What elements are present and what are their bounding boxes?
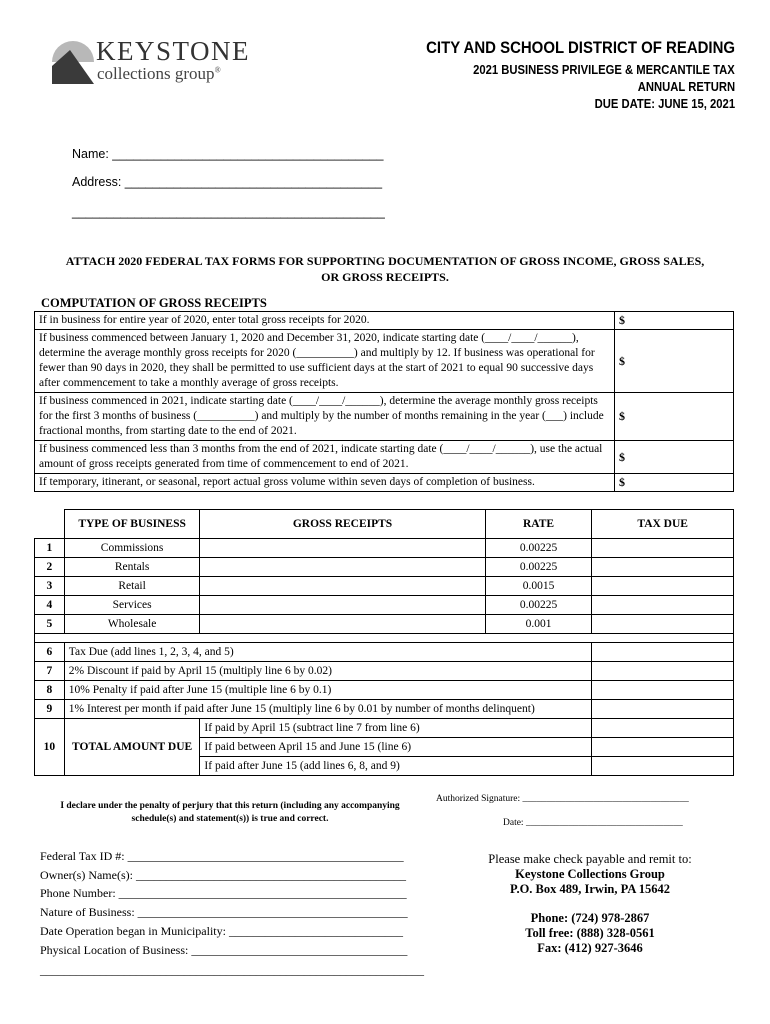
operation-start-date-field[interactable]: Date Operation began in Municipality: _____________________________ xyxy=(40,924,403,938)
gross-receipts-field[interactable] xyxy=(200,577,485,596)
rate-value: 0.00225 xyxy=(485,539,592,558)
header-rate: RATE xyxy=(485,510,592,539)
total-due-field[interactable] xyxy=(592,738,734,757)
total-option: If paid by April 15 (subtract line 7 from line 6) xyxy=(200,719,592,738)
logo-wordmark: KEYSTONE xyxy=(96,36,251,66)
line-number: 9 xyxy=(35,700,65,719)
table-row xyxy=(35,719,734,738)
gross-receipts-field[interactable] xyxy=(200,596,485,615)
amount-field[interactable]: $ xyxy=(615,393,734,441)
table-row xyxy=(35,393,734,441)
tax-name: 2021 BUSINESS PRIVILEGE & MERCANTILE TAX xyxy=(473,63,735,77)
amount-field[interactable]: $ xyxy=(615,474,734,492)
gross-receipts-field[interactable] xyxy=(200,558,485,577)
table-row xyxy=(35,330,734,393)
spacer-cell xyxy=(35,634,734,643)
table-corner xyxy=(35,510,65,539)
line-number: 8 xyxy=(35,681,65,700)
remit-company: Keystone Collections Group xyxy=(515,867,665,881)
total-due-field[interactable] xyxy=(592,757,734,776)
amount-field[interactable]: $ xyxy=(615,312,734,330)
business-type: Services xyxy=(64,596,200,615)
gross-receipts-field[interactable] xyxy=(200,539,485,558)
perjury-declaration: I declare under the penalty of perjury that this return (including any accompanying schedule(s) and statement(s)) is true and correct. xyxy=(60,801,400,824)
name-field[interactable]: Name: _______________________________________ xyxy=(72,147,384,161)
line-number: 7 xyxy=(35,662,65,681)
tax-due-field[interactable] xyxy=(592,539,734,558)
computation-text: If business commenced in 2021, indicate starting date (____/____/______), determine the average monthly gross receipts for the first 3 months of business (__________) and multiply by the number of months remaining in the year (___) include fractional months, from starting date to the end of 2021. xyxy=(35,393,615,441)
line-number: 10 xyxy=(35,719,65,776)
tax-due-field[interactable] xyxy=(592,700,734,719)
computation-text: If temporary, itinerant, or seasonal, report actual gross volume within seven days of completion of business. xyxy=(35,474,615,492)
amount-field[interactable]: $ xyxy=(615,330,734,393)
table-row xyxy=(35,700,734,719)
header-type-of-business: TYPE OF BUSINESS xyxy=(64,510,200,539)
authorized-signature-field[interactable]: Authorized Signature: ___________________________________ xyxy=(436,794,689,804)
header-tax-due: TAX DUE xyxy=(592,510,734,539)
header-gross-receipts: GROSS RECEIPTS xyxy=(200,510,485,539)
line-description: 10% Penalty if paid after June 15 (multiple line 6 by 0.1) xyxy=(64,681,592,700)
attach-notice: ATTACH 2020 FEDERAL TAX FORMS FOR SUPPORTING DOCUMENTATION OF GROSS INCOME, GROSS SALES, OR GROSS RECEIPTS. xyxy=(65,254,705,284)
physical-location-field-line-2[interactable]: ________________________________________________________________ xyxy=(40,963,424,977)
table-row xyxy=(35,662,734,681)
owner-names-field[interactable]: Owner(s) Name(s): _____________________________________________ xyxy=(40,868,406,882)
total-option: If paid between April 15 and June 15 (line 6) xyxy=(200,738,592,757)
table-row xyxy=(35,474,734,492)
nature-of-business-field[interactable]: Nature of Business: _____________________________________________ xyxy=(40,905,408,919)
table-row xyxy=(35,596,734,615)
total-amount-due-label: TOTAL AMOUNT DUE xyxy=(64,719,200,776)
tax-due-field[interactable] xyxy=(592,662,734,681)
table-row xyxy=(35,577,734,596)
table-row xyxy=(35,615,734,634)
logo-subtitle: collections group® xyxy=(97,64,221,83)
line-number: 2 xyxy=(35,558,65,577)
federal-tax-id-field[interactable]: Federal Tax ID #: ______________________________________________ xyxy=(40,849,404,863)
table-row xyxy=(35,558,734,577)
tax-due-field[interactable] xyxy=(592,681,734,700)
business-type: Rentals xyxy=(64,558,200,577)
tax-due-field[interactable] xyxy=(592,615,734,634)
line-number: 1 xyxy=(35,539,65,558)
line-number: 4 xyxy=(35,596,65,615)
address-field[interactable]: Address: _____________________________________ xyxy=(72,175,383,189)
remit-intro: Please make check payable and remit to: xyxy=(488,852,692,866)
line-description: 1% Interest per month if paid after June 15 (multiply line 6 by 0.01 by number of months delinquent) xyxy=(64,700,592,719)
physical-location-field[interactable]: Physical Location of Business: ____________________________________ xyxy=(40,943,408,957)
date-field[interactable]: Date: _________________________________ xyxy=(503,818,683,828)
table-header-row xyxy=(35,510,734,539)
gross-receipts-field[interactable] xyxy=(200,615,485,634)
remit-info xyxy=(455,852,725,956)
business-type: Retail xyxy=(64,577,200,596)
business-tax-table xyxy=(34,509,734,776)
rate-value: 0.001 xyxy=(485,615,592,634)
line-description: Tax Due (add lines 1, 2, 3, 4, and 5) xyxy=(64,643,592,662)
computation-text: If business commenced between January 1, 2020 and December 31, 2020, indicate starting date (____/____/______), determine the average monthly gross receipts for 2020 (__________) and multiply by 12. If business was operational for fewer than 90 days in 2020, they shall be permitted to use sufficient days at the start of 2021 to equal 90 successive days after commencement to take a monthly average of gross receipts. xyxy=(35,330,615,393)
tax-due-field[interactable] xyxy=(592,577,734,596)
total-due-field[interactable] xyxy=(592,719,734,738)
amount-field[interactable]: $ xyxy=(615,441,734,474)
page-title: CITY AND SCHOOL DISTRICT OF READING xyxy=(426,38,735,57)
remit-phone: Phone: (724) 978-2867 xyxy=(530,911,650,925)
line-number: 3 xyxy=(35,577,65,596)
table-row xyxy=(35,681,734,700)
remit-tollfree: Toll free: (888) 328-0561 xyxy=(525,926,655,940)
line-number: 6 xyxy=(35,643,65,662)
rate-value: 0.00225 xyxy=(485,558,592,577)
table-row xyxy=(35,539,734,558)
tax-due-field[interactable] xyxy=(592,643,734,662)
remit-address: P.O. Box 489, Irwin, PA 15642 xyxy=(509,882,671,896)
line-number: 5 xyxy=(35,615,65,634)
computation-title: COMPUTATION OF GROSS RECEIPTS xyxy=(41,296,267,310)
remit-fax: Fax: (412) 927-3646 xyxy=(537,941,643,955)
table-row xyxy=(35,441,734,474)
spacer-row xyxy=(35,634,734,643)
tax-due-field[interactable] xyxy=(592,558,734,577)
tax-due-field[interactable] xyxy=(592,596,734,615)
address-field-line-2[interactable]: _____________________________________________ xyxy=(72,205,385,219)
business-type: Commissions xyxy=(64,539,200,558)
phone-number-field[interactable]: Phone Number: ________________________________________________ xyxy=(40,886,407,900)
computation-text: If business commenced less than 3 months from the end of 2021, indicate starting date (____/____/______), use the actual amount of gross receipts generated from time of commencement to end of 2021. xyxy=(35,441,615,474)
business-type: Wholesale xyxy=(64,615,200,634)
rate-value: 0.0015 xyxy=(485,577,592,596)
table-row xyxy=(35,643,734,662)
computation-table xyxy=(34,311,734,492)
return-type: ANNUAL RETURN xyxy=(637,80,735,94)
total-option: If paid after June 15 (add lines 6, 8, and 9) xyxy=(200,757,592,776)
line-description: 2% Discount if paid by April 15 (multiply line 6 by 0.02) xyxy=(64,662,592,681)
due-date: DUE DATE: JUNE 15, 2021 xyxy=(594,97,735,111)
rate-value: 0.00225 xyxy=(485,596,592,615)
table-row xyxy=(35,312,734,330)
computation-text: If in business for entire year of 2020, enter total gross receipts for 2020. xyxy=(35,312,615,330)
